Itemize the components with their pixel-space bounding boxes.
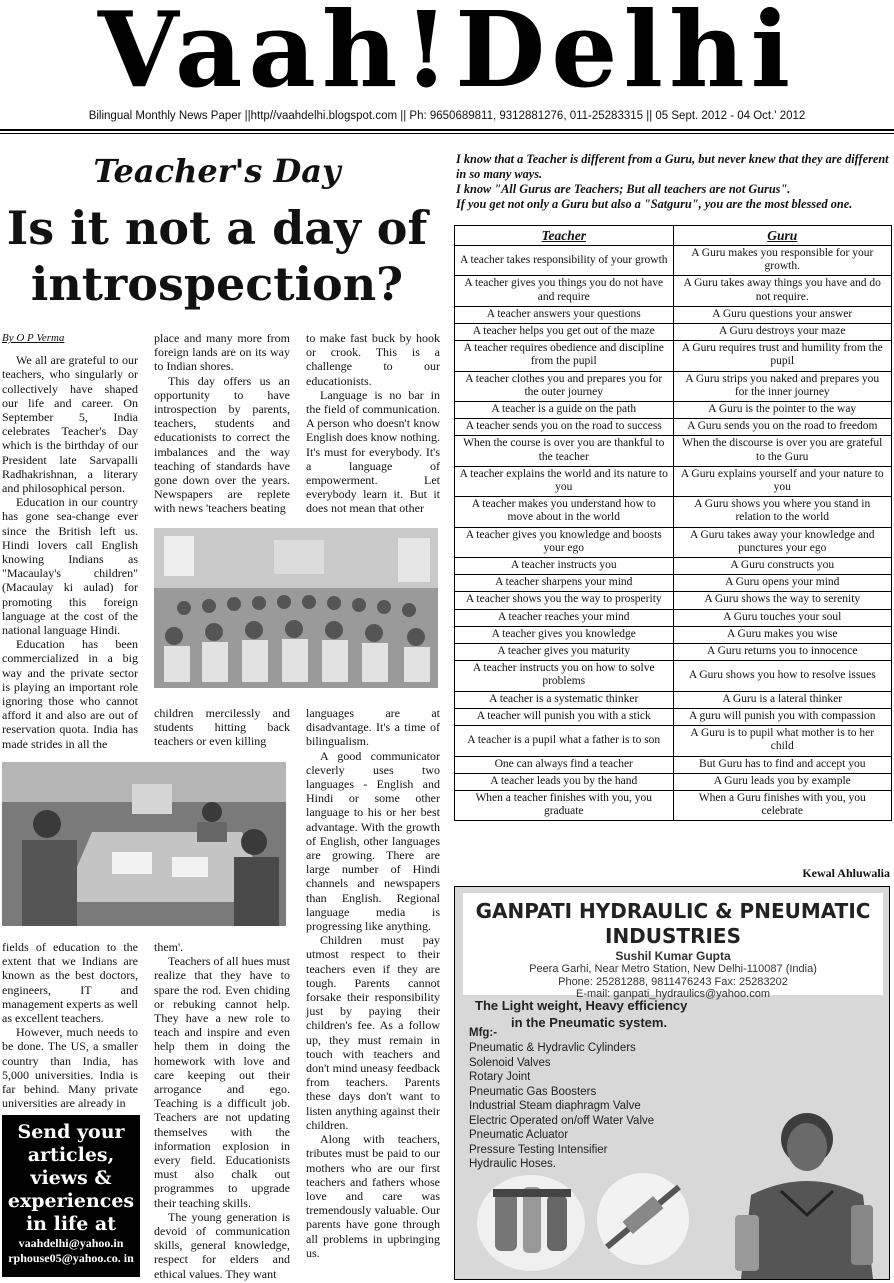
article-byline: By O P Verma xyxy=(2,332,65,344)
guru-cell: A Guru constructs you xyxy=(673,558,892,575)
guru-cell: A Guru questions your answer xyxy=(673,306,892,323)
guru-cell: A Guru takes away your knowledge and punctures your ego xyxy=(673,527,892,557)
guru-cell: But Guru has to find and accept you xyxy=(673,756,892,773)
table-row xyxy=(455,773,892,790)
ad-product-list xyxy=(469,1041,654,1172)
ad-header xyxy=(463,893,883,1000)
ad-email: E-mail: ganpati_hydraulics@yahoo.com xyxy=(576,988,770,1000)
table-row xyxy=(455,708,892,725)
masthead-tagline: Bilingual Monthly News Paper ||http//vaahdelhi.blogspot.com || Ph: 9650689811, 9312881276, 011-25283315 || 05 Sept. 2012 - 04 Oct.' 2012 xyxy=(88,110,806,122)
article-paragraph: Education in our country has gone sea-change ever since the British left us. Hindi lovers call English knowing Indians as "Macaulay's children" (Macaulay ki aulad) for promoting this foreign language at the cost of the national language Hindi. xyxy=(2,495,138,638)
table-row xyxy=(455,436,892,466)
teacher-cell: A teacher sends you on the road to success xyxy=(455,419,674,436)
teacher-cell: A teacher requires obedience and discipline from the pupil xyxy=(455,341,674,371)
guru-cell: A Guru strips you naked and prepares you for the inner journey xyxy=(673,371,892,401)
table-row xyxy=(455,726,892,756)
teacher-cell: When a teacher finishes with you, you graduate xyxy=(455,790,674,820)
ad-person-photo xyxy=(721,1095,889,1279)
article-paragraph: A good communicator cleverly uses two languages - English and Hindi or some other language to his or her best advantage. With the growth of English, other languages are growing. There are large number of Hindi channels and newspapers than English. Regional language media is progressing like anything. xyxy=(306,748,440,934)
callout-email: vaahdelhi@yahoo.in xyxy=(18,1236,124,1250)
ad-machine-image xyxy=(593,1167,693,1267)
table-row xyxy=(455,402,892,419)
ad-cylinder-image xyxy=(475,1173,587,1273)
article-paragraph: Children must pay utmost respect to their teachers even if they are tough. Parents cannot forsake their responsibility just by paying their children's fee. As a follow up, they must remain in touch with teachers and don't mind uneasy feedback from teachers. Parents these days don't want to listen anything against their children. xyxy=(306,933,440,1132)
ad-slogan xyxy=(475,997,687,1031)
teacher-cell: A teacher leads you by the hand xyxy=(455,773,674,790)
article-paragraph: Education has been commercialized in a big way and the private sector is playing an important role ignoring those who cannot afford it and also are out of reservation quota. India has made strides in all the xyxy=(2,637,138,751)
ad-product-item: Pressure Testing Intensifier xyxy=(469,1143,608,1156)
teacher-cell: A teacher reaches your mind xyxy=(455,609,674,626)
guru-cell: A guru will punish you with compassion xyxy=(673,708,892,725)
table-row xyxy=(455,276,892,306)
table-row xyxy=(455,626,892,643)
table-row xyxy=(455,691,892,708)
guru-cell: A Guru shows the way to serenity xyxy=(673,592,892,609)
teacher-cell: When the course is over you are thankful to the teacher xyxy=(455,436,674,466)
guru-cell: A Guru explains yourself and your nature to you xyxy=(673,466,892,496)
teacher-cell: A teacher shows you the way to prosperity xyxy=(455,592,674,609)
teachers-meeting-photo xyxy=(2,762,286,926)
guru-cell: A Guru makes you wise xyxy=(673,626,892,643)
intro-line: I know "All Gurus are Teachers; But all teachers are not Gurus". xyxy=(456,182,791,196)
article-column-3 xyxy=(306,331,440,516)
teacher-cell: A teacher instructs you on how to solve problems xyxy=(455,661,674,691)
guru-cell: A Guru is to pupil what mother is to her child xyxy=(673,726,892,756)
teacher-cell: A teacher instructs you xyxy=(455,558,674,575)
ad-contact-person: Sushil Kumar Gupta xyxy=(615,949,731,963)
callout-line: views & xyxy=(30,1167,112,1189)
table-row xyxy=(455,419,892,436)
teacher-cell: One can always find a teacher xyxy=(455,756,674,773)
table-row xyxy=(455,756,892,773)
table-row xyxy=(455,246,892,276)
article-paragraph: Language is no bar in the field of communication. A person who doesn't know English does know nothing. It's must for everybody. It's a language of empowerment. Let everybody learn it. But it does not mean that other xyxy=(306,387,440,516)
teacher-cell: A teacher explains the world and its nature to you xyxy=(455,466,674,496)
teacher-cell: A teacher is a pupil what a father is to son xyxy=(455,726,674,756)
teacher-cell: A teacher is a guide on the path xyxy=(455,402,674,419)
ad-product-item: Solenoid Valves xyxy=(469,1056,551,1069)
table-header-row xyxy=(455,226,892,246)
ad-address: Peera Garhi, Near Metro Station, New Delhi-110087 (India) xyxy=(529,963,817,975)
masthead-rule xyxy=(0,129,894,131)
ad-product-item: Hydraulic Hoses. xyxy=(469,1158,556,1170)
article-paragraph: to make fast buck by hook or crook. This is a challenge to our educationists. xyxy=(306,331,440,388)
table-row xyxy=(455,575,892,592)
table-row xyxy=(455,661,892,691)
teacher-cell: A teacher answers your questions xyxy=(455,306,674,323)
article-paragraph: fields of education to the extent that we Indians are known as the best doctors, engineers, IT and management experts as well as excellent teachers. xyxy=(2,940,138,1026)
table-row xyxy=(455,558,892,575)
article-column-2-bottom xyxy=(154,940,290,1281)
table-row xyxy=(455,497,892,527)
guru-cell: A Guru takes away things you have and do not require. xyxy=(673,276,892,306)
advertisement xyxy=(454,886,890,1280)
callout-line: in life at xyxy=(25,1213,117,1235)
callout-line: articles, xyxy=(27,1144,115,1166)
article-paragraph: The young generation is devoid of communication skills, general knowledge, respect for elders and ethical values. They want xyxy=(154,1209,290,1281)
intro-line: I know that a Teacher is different from a Guru, but never knew that they are different in so many ways. xyxy=(456,152,889,181)
table-row xyxy=(455,790,892,820)
ad-product-item: Pneumatic Gas Boosters xyxy=(469,1085,597,1098)
ad-product-item: Rotary Joint xyxy=(469,1071,531,1083)
teacher-cell: A teacher helps you get out of the maze xyxy=(455,324,674,341)
table-body xyxy=(455,246,892,821)
table-row xyxy=(455,324,892,341)
article-column-1-bottom xyxy=(2,940,138,1110)
guru-cell: A Guru touches your soul xyxy=(673,609,892,626)
guru-cell: When the discourse is over you are grateful to the Guru xyxy=(673,436,892,466)
teacher-guru-table xyxy=(454,225,892,821)
ad-product-item: Industrial Steam diaphragm Valve xyxy=(469,1100,641,1112)
table-author: Kewal Ahluwalia xyxy=(802,866,890,880)
article-paragraph: However, much needs to be done. The US, a smaller country than India, has 5,000 universities. India is far behind. Many private universities are already in xyxy=(2,1025,138,1111)
ad-product-item: Electric Operated on/off Water Valve xyxy=(469,1114,655,1127)
students-assembly-photo xyxy=(154,528,438,688)
teacher-cell: A teacher will punish you with a stick xyxy=(455,708,674,725)
article-column-2-mid xyxy=(154,706,290,749)
guru-cell: A Guru opens your mind xyxy=(673,575,892,592)
ad-phone: Phone: 25281288, 9811476243 Fax: 25283202 xyxy=(558,975,788,988)
callout-line: experiences xyxy=(7,1190,135,1212)
guru-cell: A Guru is the pointer to the way xyxy=(673,402,892,419)
article-paragraph: We all are grateful to our teachers, who singularly or collectively have shaped our life and career. On September 5, India celebrates Teacher's Day which is the birthday of our President late Sarvapalli Radhakrishnan, a literary and philosophical person. xyxy=(2,353,138,496)
guru-intro xyxy=(456,152,892,212)
teacher-cell: A teacher is a systematic thinker xyxy=(455,691,674,708)
ad-mfg-label: Mfg:- xyxy=(469,1027,498,1039)
intro-line: If you get not only a Guru but also a "Satguru", you are the most blessed one. xyxy=(456,197,853,211)
table-row xyxy=(455,527,892,557)
callout-email: rphouse05@yahoo.co. in xyxy=(8,1251,134,1265)
article-column-2 xyxy=(154,331,290,516)
table-row xyxy=(455,592,892,609)
masthead-rule-thin xyxy=(0,133,894,134)
article-paragraph: This day offers us an opportunity to have introspection by parents, teachers, students and educationists to correct the imbalances and the way teaching of standards have gone down over the years. Newspapers are replete with news 'teachers beating xyxy=(154,373,290,516)
article-paragraph: place and many more from foreign lands are on its way to Indian shores. xyxy=(154,331,290,374)
newspaper-logo: Vaah!Delhi xyxy=(97,0,797,111)
table-row xyxy=(455,609,892,626)
teacher-cell: A teacher gives you things you do not have and require xyxy=(455,276,674,306)
teacher-cell: A teacher makes you understand how to move about in the world xyxy=(455,497,674,527)
guru-cell: A Guru makes you responsible for your growth. xyxy=(673,246,892,276)
ad-company-name: GANPATI HYDRAULIC & PNEUMATIC INDUSTRIES xyxy=(475,899,871,948)
guru-cell: A Guru shows you how to resolve issues xyxy=(673,661,892,691)
guru-cell: A Guru requires trust and humility from the pupil xyxy=(673,341,892,371)
teacher-cell: A teacher gives you maturity xyxy=(455,644,674,661)
teacher-cell: A teacher takes responsibility of your growth xyxy=(455,246,674,276)
guru-cell: A Guru sends you on the road to freedom xyxy=(673,419,892,436)
table-row xyxy=(455,371,892,401)
guru-cell: A Guru returns you to innocence xyxy=(673,644,892,661)
column-header-teacher: Teacher xyxy=(455,226,674,246)
submission-callout xyxy=(2,1115,140,1277)
column-header-guru: Guru xyxy=(673,226,892,246)
guru-cell: A Guru is a lateral thinker xyxy=(673,691,892,708)
article-column-3-long xyxy=(306,706,440,1260)
table-row xyxy=(455,306,892,323)
article-paragraph: children mercilessly and students hitting back teachers or even killing xyxy=(154,706,290,749)
table-row xyxy=(455,644,892,661)
table-row xyxy=(455,466,892,496)
article-column-1 xyxy=(2,331,138,751)
callout-line: Send your xyxy=(17,1121,125,1143)
article-paragraph: them'. xyxy=(154,940,184,954)
guru-cell: A Guru destroys your maze xyxy=(673,324,892,341)
guru-cell: A Guru leads you by example xyxy=(673,773,892,790)
teacher-cell: A teacher clothes you and prepares you for the outer journey xyxy=(455,371,674,401)
ad-slogan-line: The Light weight, Heavy efficiency xyxy=(475,998,688,1013)
ad-slogan-line: in the Pneumatic system. xyxy=(511,1015,668,1030)
article-paragraph: Teachers of all hues must realize that they have to spare the rod. Even chiding or rebuking cannot help. They have a new role to teach and inspire and even help them in doing the homework with love and care keeping out their arrogance and ego. Teaching is a difficult job. Teachers are not updating themselves with the information explosion in every field. Educationists must also chalk out programmes to upgrade their teaching skills. xyxy=(154,954,290,1210)
teacher-cell: A teacher sharpens your mind xyxy=(455,575,674,592)
masthead xyxy=(0,0,894,140)
guru-cell: A Guru shows you where you stand in relation to the world xyxy=(673,497,892,527)
ad-product-item: Pneumatic Acluator xyxy=(469,1129,569,1141)
article-paragraph: Along with teachers, tributes must be paid to our mothers who are our first teachers and fathers whose love and care was tremendously valuable. Our parents have gone through all problems in upbringing us. xyxy=(306,1132,440,1260)
teacher-cell: A teacher gives you knowledge and boosts your ego xyxy=(455,527,674,557)
table-row xyxy=(455,341,892,371)
teacher-cell: A teacher gives you knowledge xyxy=(455,626,674,643)
article-kicker: Teacher's Day xyxy=(93,152,341,190)
ad-product-item: Pneumatic & Hydravlic Cylinders xyxy=(469,1042,636,1054)
article-paragraph: languages are at disadvantage. It's a time of bilingualism. xyxy=(306,706,440,749)
guru-cell: When a Guru finishes with you, you celebrate xyxy=(673,790,892,820)
article-headline: Is it not a day of introspection? xyxy=(6,201,428,311)
